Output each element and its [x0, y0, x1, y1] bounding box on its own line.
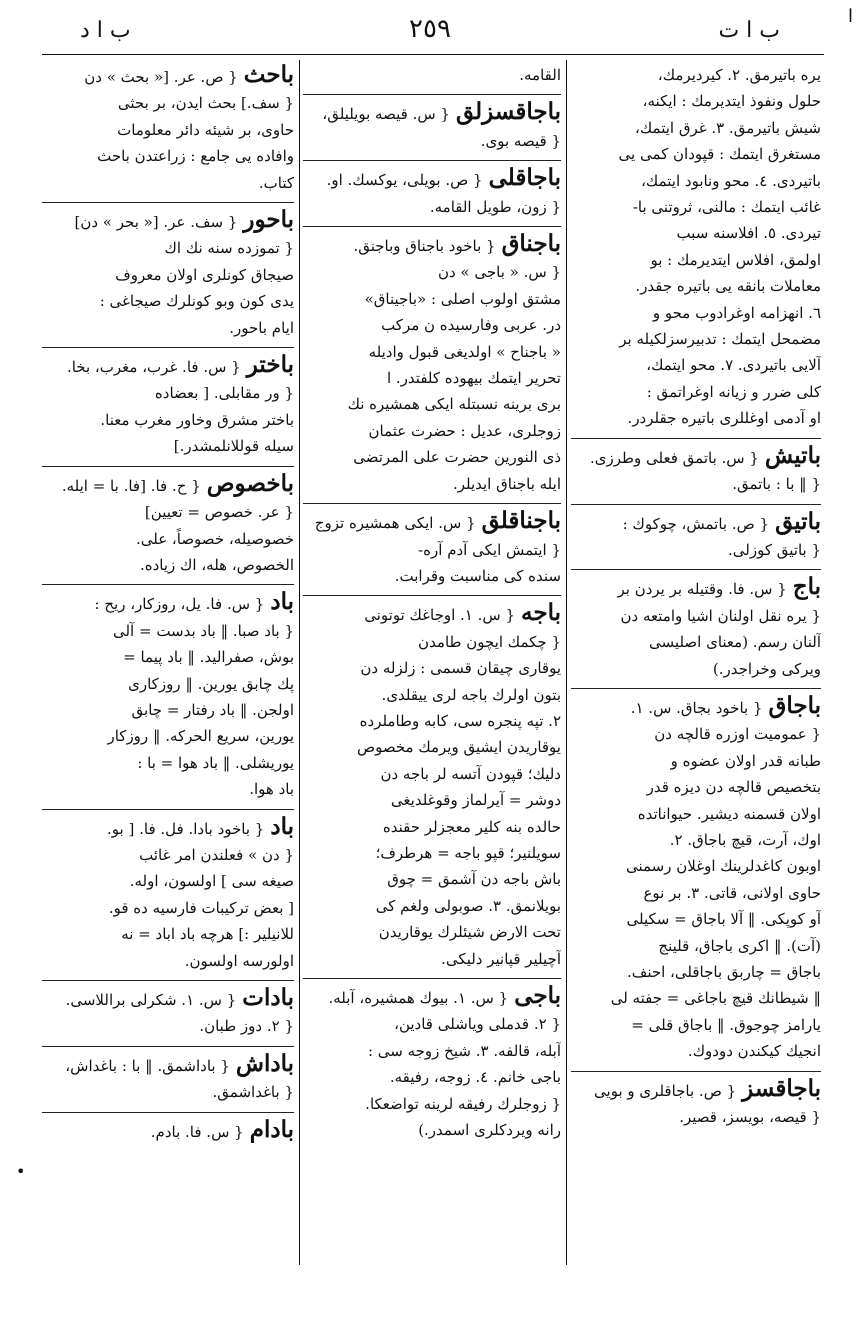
dictionary-entry [42, 980, 294, 1046]
entry-text: ايام باحور. [229, 318, 294, 337]
entry-line [303, 259, 561, 285]
entry-line [42, 315, 294, 341]
column-divider-right [566, 60, 567, 1265]
entry-line [303, 1064, 561, 1090]
entry-text: طبانه قدر اولان عضوه و [670, 751, 821, 770]
entry-text: پك چابق يورين. ‖ روزكارى [128, 674, 294, 693]
entry-text: { قيصه، بويسز، قصير. [679, 1108, 821, 1127]
entry-headword: باجناقلق [481, 507, 561, 535]
entry-text: اولمق، افلاس ايتديرمك : بو [650, 250, 821, 269]
page-header [40, 14, 820, 48]
entry-text: يره باتيرمق. ٢. كيرديرمك، [657, 66, 821, 84]
entry-text: { س. فا. يل، روزكار، ريح : [94, 595, 265, 614]
entry-text: حالده بنه كلير معجزلر حقنده [382, 817, 561, 836]
entry-text: حلول ونفوذ ايتديرمك : ايكنه، [642, 92, 821, 111]
entry-line [303, 563, 561, 589]
entry-text: معاملات بانقه يى باتيره جقدر. [635, 277, 821, 296]
entry-line [571, 933, 821, 959]
entry-text: بوش، صفراليد. ‖ باد پيما = [123, 648, 294, 667]
entry-line [303, 194, 561, 220]
entry-text: آو كوپكى. ‖ آلا باجاق = سكيلى [626, 910, 821, 929]
entry-line [42, 1013, 294, 1039]
entry-line [42, 750, 294, 776]
entry-line [571, 906, 821, 932]
entry-line [303, 629, 561, 655]
entry-headword: باحور [243, 206, 294, 234]
entry-line [303, 1038, 561, 1064]
entry-headword: باجاقسز [742, 1074, 821, 1102]
entry-line [571, 853, 821, 879]
entry-text: { س. ١. شكرلى براللاسى. [65, 991, 237, 1009]
dictionary-entry [42, 466, 294, 585]
entry-line [571, 985, 821, 1011]
entry-line [303, 893, 561, 919]
dictionary-entry [303, 978, 561, 1149]
entry-line [42, 352, 294, 380]
entry-line [303, 418, 561, 444]
entry-text: اولجن. ‖ باد رفتار = چابق [131, 700, 294, 719]
entry-line [571, 880, 821, 906]
entry-line [571, 300, 821, 326]
entry-text: { س. ايكى همشيره تزوج [314, 514, 476, 533]
entry-text: { سف. عر. [« بحر » دن] [74, 213, 238, 232]
entry-text: { باخود باجناق وباجنق. [353, 237, 496, 256]
entry-text: { س. قيصه بويليلق، [322, 105, 450, 124]
entry-line [303, 1011, 561, 1037]
entry-line [303, 787, 561, 813]
entry-line [42, 526, 294, 552]
entry-line [42, 895, 294, 921]
entry-text: ٢. تپه پنجره سى، كابه وطاملرده [359, 711, 561, 730]
entry-text: { ص. عر. [« بحث » دن [84, 68, 238, 86]
dictionary-entry [42, 809, 294, 980]
entry-text: تحت الارض شيئلرك يوقاريدن [378, 923, 561, 942]
entry-line [303, 286, 561, 312]
dictionary-entry [303, 503, 561, 595]
entry-line [42, 407, 294, 433]
entry-text: { س. ١. اوجاغك توتونى [364, 606, 516, 625]
column-divider-left [299, 60, 300, 1265]
entry-text: يورين، سريع الحركه. ‖ روزكار [107, 727, 294, 746]
header-left-letters: ب ا د [80, 18, 131, 43]
entry-text: { ٢. قدملى وياشلى قادين، [394, 1015, 561, 1034]
entry-line [303, 734, 561, 760]
entry-text: { چكمك ايچون طامدن [418, 632, 561, 651]
right-column [571, 62, 821, 1262]
entry-headword: باج [792, 573, 821, 601]
entry-text: يوريشلى. ‖ باد هوا = با : [137, 753, 294, 772]
entry-text: { ص. بويلى، يوكسك. او. [326, 171, 483, 190]
entry-line [571, 721, 821, 747]
entry-line [571, 603, 821, 629]
entry-line [571, 774, 821, 800]
entry-line [303, 165, 561, 193]
entry-line [571, 194, 821, 220]
entry-headword: باحث [243, 62, 294, 88]
entry-line [42, 288, 294, 314]
dictionary-entry [303, 595, 561, 978]
entry-text: او آدمى اوغللرى باتيره جقلردر. [627, 409, 821, 428]
entry-text: بويلانمق. ٣. صوبولى ولغم كى [375, 896, 561, 915]
entry-line [571, 168, 821, 194]
entry-line [303, 655, 561, 681]
entry-text: خصوصيله، خصوصاً، على. [135, 529, 294, 548]
entry-text: [ بعض تركيبات فارسيه ده قو. [108, 898, 294, 917]
entry-text: مشتق اولوب اصلى : «باجيناق» [364, 289, 561, 308]
entry-line [303, 600, 561, 628]
entry-line [571, 629, 821, 655]
entry-text: آچيلير قپانير دليكى. [441, 949, 561, 968]
entry-text: { س. فا. بادم. [150, 1122, 244, 1141]
entry-text: حاوى، بر شيئه دائر معلومات [117, 120, 294, 139]
entry-line [571, 326, 821, 352]
entry-line [303, 682, 561, 708]
entry-text: { باتيق كوزلى. [727, 540, 821, 559]
entry-text: اوك، آرت، قيچ باجاق. ٢. [669, 830, 821, 849]
entry-text: « باجناح » اولديغى قبول واديله [368, 342, 561, 361]
entry-line [571, 509, 821, 537]
entry-line [571, 574, 821, 602]
entry-text: { ايتمش ايكى آدم آره- [418, 540, 561, 559]
header-right-letters: ب ا ت [718, 18, 780, 43]
entry-text: بتون اولرك باجه لرى ييقلدى. [381, 685, 561, 704]
entry-headword: باخصوص [206, 469, 294, 497]
entry-text: بتخصيص قالچه دن ديزه قدر [646, 778, 821, 797]
dictionary-entry [42, 347, 294, 466]
entry-line [303, 231, 561, 259]
entry-line [571, 959, 821, 985]
dictionary-entry [571, 1071, 821, 1137]
entry-line [303, 471, 561, 497]
entry-headword: بادام [249, 1115, 294, 1143]
entry-line [42, 618, 294, 644]
dictionary-entry [303, 62, 561, 94]
entry-line [571, 273, 821, 299]
entry-text: سيله قوللانلمشدر.] [173, 437, 294, 456]
entry-line [42, 262, 294, 288]
entry-text: كتاب. [258, 173, 294, 192]
entry-line [42, 921, 294, 947]
entry-line [42, 117, 294, 143]
entry-line [571, 220, 821, 246]
entry-text: { ص. باجاقلرى و بويى [594, 1081, 737, 1100]
entry-line [571, 379, 821, 405]
entry-text: { باخود بجاق. س. ١. [630, 698, 763, 717]
entry-line [571, 801, 821, 827]
entry-text: { باخود بادا. فل. فا. [ بو. [107, 819, 265, 838]
entry-text: باتيردى. ٤. محو ونابود ايتمك، [641, 171, 821, 190]
entry-line [571, 115, 821, 141]
dictionary-entry [303, 94, 561, 160]
entry-text: اولورسه اولسون. [184, 951, 294, 970]
entry-text: اوبون كاغدلرينك اوغلان رسمنى [625, 857, 821, 876]
entry-text: { ور مقابلى. [ بعضاده [154, 384, 294, 403]
entry-headword: باجى [514, 982, 561, 1009]
entry-headword: باجاقسزلق [455, 98, 561, 126]
entry-text: سنده كى مناسبت وقرابت. [394, 566, 561, 585]
entry-text: دليك؛ قپودن آتسه لر باجه دن [380, 764, 561, 783]
dictionary-entry [303, 160, 561, 226]
entry-line [571, 537, 821, 563]
entry-text: سويلنير؛ قپو باجه = هرطرف؛ [375, 843, 561, 862]
entry-line [571, 247, 821, 273]
entry-line [42, 671, 294, 697]
entry-text: { زوجلرك رفيقه لرينه تواضعكا. [365, 1094, 561, 1113]
dictionary-entry [42, 1046, 294, 1112]
entry-text: انجيك كيكندن دودوك. [687, 1042, 821, 1061]
entry-text: { ٢. دوز طبان. [199, 1017, 294, 1036]
entry-text: { يره نقل اولنان اشيا وامتعه دن [620, 606, 821, 625]
entry-line [571, 693, 821, 721]
entry-line [571, 471, 821, 497]
dictionary-entry [571, 569, 821, 688]
entry-text: باش باجه دن آشمق = چوق [387, 870, 561, 889]
dictionary-entry [571, 504, 821, 570]
entry-text: { س. « باجى » دن [437, 263, 561, 282]
entry-headword: باتيش [764, 441, 821, 469]
entry-text: شيش باتيرمق. ٣. غرق ايتمك، [635, 118, 821, 137]
entry-line [571, 1076, 821, 1104]
entry-text: { س. فا. غرب، مغرب، بخا. [66, 358, 241, 377]
entry-text: (آت). ‖ اكرى باجاق، قلينج [658, 936, 821, 955]
entry-text: ايله باجناق ايديلر. [452, 474, 561, 493]
entry-text: { باد صبا. ‖ باد بدست = آلى [112, 621, 294, 640]
entry-text: { دن » فعلندن امر غائب [139, 845, 294, 864]
entry-text: اولان قسمنه ديشير. حيواناتده [637, 804, 821, 823]
entry-line [42, 723, 294, 749]
dictionary-entry [42, 584, 294, 808]
entry-headword: باداش [235, 1049, 294, 1077]
entry-text: آلنان رسم. (معناى اصليسى [649, 633, 821, 652]
entry-headword: باجاقلى [488, 164, 561, 192]
entry-line [303, 866, 561, 892]
entry-line [571, 1038, 821, 1064]
entry-line [42, 842, 294, 868]
entry-text: كلى ضرر و زيانه اوغراتمق : [646, 382, 821, 401]
entry-line [42, 170, 294, 196]
entry-line [42, 1051, 294, 1079]
entry-line [42, 499, 294, 525]
entry-line [571, 748, 821, 774]
entry-text: غائب ايتمك : مالنى، ثروتنى با- [632, 198, 821, 217]
entry-text: تحرير ايتمك بيهوده كلفتدر. ا [386, 369, 561, 388]
entry-text: ‖ شيطانك قيچ باجاغى = جفته لى [610, 989, 821, 1008]
dictionary-entry [42, 1112, 294, 1151]
entry-text: صيغه سى ] اولسون، اوله. [129, 872, 294, 891]
entry-line [571, 352, 821, 378]
entry-line [571, 62, 821, 88]
entry-line [303, 840, 561, 866]
entry-line [303, 814, 561, 840]
entry-text: يارامز چوجوق. ‖ باجاق قلى = [631, 1015, 821, 1034]
entry-text: باد هوا. [249, 780, 294, 799]
entry-text: { ‖ با : باتمق. [732, 475, 821, 494]
entry-line [303, 128, 561, 154]
entry-text: برى برينه نسبتله ايكى همشيره نك [347, 395, 561, 414]
entry-text: الخصوص، هله، اك زياده. [139, 555, 294, 574]
entry-line [571, 88, 821, 114]
dictionary-entry [42, 202, 294, 347]
entry-line [303, 99, 561, 127]
entry-text: ويركى وخراجدر.) [712, 659, 821, 678]
entry-line [303, 708, 561, 734]
entry-text: للانيلير :] هرچه باد اباد = نه [121, 925, 294, 944]
dictionary-entry [303, 226, 561, 503]
entry-line [42, 776, 294, 802]
entry-line [42, 235, 294, 261]
page-number: ٢٥٩ [409, 14, 451, 44]
entry-text: رانه ويردكلرى اسمدر.) [418, 1121, 561, 1140]
entry-line [571, 656, 821, 682]
dictionary-entry [571, 688, 821, 1071]
entry-line [42, 1079, 294, 1105]
entry-line [303, 983, 561, 1011]
entry-line [303, 339, 561, 365]
entry-line [303, 1091, 561, 1117]
entry-line [571, 1012, 821, 1038]
entry-headword: باختر [246, 351, 294, 379]
entry-line [303, 312, 561, 338]
entry-line [303, 1117, 561, 1143]
entry-line [42, 868, 294, 894]
entry-text: ٦. انهزامه اوغرادوب محو و [652, 303, 821, 322]
entry-text: { تموزده سنه نك اك [164, 239, 294, 258]
entry-text: باجاق = چاربق باجاقلى، احنف. [627, 963, 821, 981]
entry-headword: باد [270, 588, 294, 616]
entry-text: حاوى اولانى، قاتى. ٣. بر نوع [643, 883, 821, 902]
margin-dot: • [16, 1162, 26, 1181]
entry-line [42, 471, 294, 499]
corner-mark: ا [847, 6, 853, 27]
entry-text: در. عربى وفارسيده ن مركب [381, 316, 561, 335]
entry-text: يوقاريدن ايشيق ويرمك مخصوص [356, 738, 561, 757]
entry-text: تيردى. ٥. افلاسنه سبب [676, 224, 821, 243]
entry-text: دوشر = آيرلماز وقوغلديغى [390, 791, 561, 810]
entry-text: مستغرق ايتمك : قپودان كمى يى [618, 145, 821, 164]
entry-line [42, 433, 294, 459]
entry-headword: باجه [521, 599, 561, 627]
middle-column [303, 62, 561, 1262]
entry-text: آبله، قالفه. ٣. شيخ زوجه سى : [367, 1041, 561, 1060]
entry-text: { ح. فا. [فا. با = ايله. [61, 476, 201, 495]
entry-text: باختر مشرق وخاور مغرب معنا. [100, 410, 294, 429]
entry-text: يدى كون وبو كونلرك صيجاغى : [99, 292, 294, 311]
entry-line [42, 644, 294, 670]
entry-line [571, 405, 821, 431]
entry-text: { عموميت اوزره قالچه دن [654, 725, 821, 744]
entry-line [571, 827, 821, 853]
entry-line [42, 985, 294, 1013]
entry-line [303, 62, 561, 88]
entry-text: مضمحل ايتمك : تدبيرسزلكيله بر [619, 330, 821, 349]
entry-line [42, 948, 294, 974]
entry-text: القامه. [519, 66, 561, 84]
entry-line [303, 537, 561, 563]
entry-text: يوقارى چيقان قسمى : زلزله دن [360, 659, 561, 678]
entry-headword: باجناق [501, 230, 561, 258]
entry-text: { زون، طويل القامه. [429, 197, 561, 216]
left-column [42, 62, 294, 1262]
entry-text: زوجلرى، عديل : حضرت عثمان [368, 421, 561, 440]
entry-line [42, 143, 294, 169]
entry-line [42, 1117, 294, 1145]
entry-line [571, 1104, 821, 1130]
entry-text: { س. باتمق فعلى وطرزى. [590, 448, 759, 467]
entry-line [571, 443, 821, 471]
entry-line [42, 697, 294, 723]
entry-text: آلايى باتيردى. ٧. محو ايتمك، [646, 356, 821, 375]
entry-text: { باداشمق. ‖ با : باغداش، [65, 1056, 230, 1075]
entry-line [42, 207, 294, 235]
entry-text: { س. فا. وقتيله بر يردن بر [617, 580, 787, 599]
entry-line [303, 919, 561, 945]
entry-headword: باجاق [768, 691, 821, 719]
entry-line [303, 508, 561, 536]
entry-line [303, 761, 561, 787]
header-rule [42, 54, 824, 55]
entry-line [42, 380, 294, 406]
dictionary-entry [571, 62, 821, 438]
entry-text: ذى النورين حضرت على المرتضى [353, 448, 561, 467]
entry-text: { باغداشمق. [212, 1083, 294, 1102]
entry-line [303, 365, 561, 391]
entry-text: { عر. خصوص = تعيين] [144, 503, 294, 522]
entry-line [42, 62, 294, 90]
entry-text: صيجاق كونلرى اولان معروف [115, 265, 294, 284]
entry-line [42, 589, 294, 617]
dictionary-entry [42, 62, 294, 202]
entry-line [42, 552, 294, 578]
entry-headword: باتيق [775, 507, 821, 535]
entry-text: باجى خانم. ٤. زوجه، رفيقه. [389, 1068, 561, 1087]
entry-line [42, 814, 294, 842]
entry-headword: بادات [242, 984, 294, 1011]
entry-line [303, 946, 561, 972]
entry-text: { س. ١. بيوك همشيره، آبله. [328, 989, 509, 1007]
entry-line [42, 90, 294, 116]
entry-line [571, 141, 821, 167]
dictionary-entry [571, 438, 821, 504]
entry-text: { سف.] بحث ايدن، بر بحثى [117, 94, 294, 113]
entry-text: وافاده يى جامع : زراعتدن باحث [97, 147, 294, 166]
entry-line [303, 444, 561, 470]
entry-line [303, 391, 561, 417]
entry-text: { ص. باتمش، چوكوك : [622, 514, 770, 533]
entry-text: { قيصه بوى. [480, 131, 561, 150]
entry-headword: باد [270, 812, 294, 840]
